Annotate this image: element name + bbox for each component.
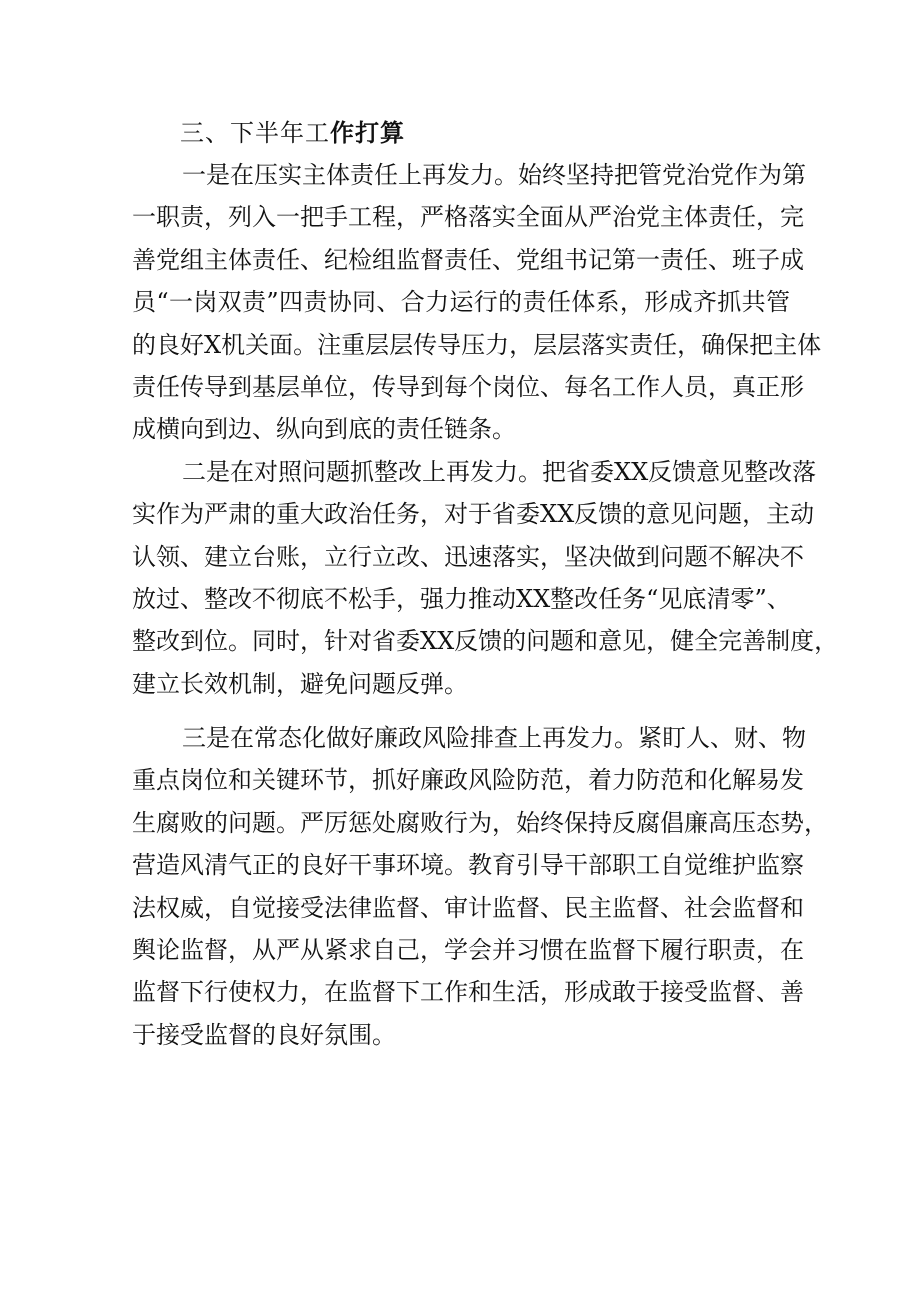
paragraph-line: 整改到位。同时，针对省委XX反馈的问题和意见，健全完善制度， [132,627,839,656]
document-body [132,112,839,1056]
paragraph-2 [132,451,839,705]
paragraph-line: 一职责，列入一把手工程，严格落实全面从严治党主体责任，完 [132,203,804,232]
paragraph-line: 员“一岗双责”四责协同、合力运行的责任体系，形成齐抓共管 [132,288,790,317]
paragraph-line: 的良好X机关面。注重层层传导压力，层层落实责任，确保把主体 [132,330,822,359]
paragraph-line: 一是在压实主体责任上再发力。始终坚持把管党治党作为第 [182,161,806,189]
paragraph-line: 重点岗位和关键环节，抓好廉政风险防范，着力防范和化解易发 [132,766,804,795]
paragraph-line: 认领、建立台账，立行立改、迅速落实，坚决做到问题不解决不 [132,542,804,571]
paragraph-line: 法权威，自觉接受法律监督、审计监督、民主监督、社会监督和 [132,893,804,922]
section-heading-bold: 作打算 [330,118,405,147]
paragraph-3 [132,717,828,1056]
section-heading-prefix: 三、下半年工 [180,119,330,147]
paragraph-line: 建立长效机制，避免问题反弹。 [132,669,468,698]
section-heading [132,112,790,154]
paragraph-gap [132,705,790,717]
paragraph-line: 善党组主体责任、纪检组监督责任、党组书记第一责任、班子成 [132,245,804,274]
paragraph-line: 实作为严肃的重大政治任务，对于省委XX反馈的意见问题，主动 [132,500,815,529]
paragraph-line: 二是在对照问题抓整改上再发力。把省委XX反馈意见整改落 [182,457,817,486]
paragraph-line: 生腐败的问题。严厉惩处腐败行为，始终保持反腐倡廉高压态势， [132,808,828,837]
paragraph-line: 放过、整改不彻底不松手，强力推动XX整改任务“见底清零”、 [132,584,791,613]
paragraph-line: 成横向到边、纵向到底的责任链条。 [132,415,516,444]
paragraph-line: 于接受监督的良好氛围。 [132,1020,396,1049]
paragraph-line: 舆论监督，从严从紧求自己，学会并习惯在监督下履行职责，在 [132,936,804,965]
paragraph-1 [132,154,822,451]
paragraph-line: 责任传导到基层单位，传导到每个岗位、每名工作人员，真正形 [132,372,804,401]
paragraph-line: 营造风清气正的良好干事环境。教育引导干部职工自觉维护监察 [132,851,804,880]
paragraph-line: 监督下行使权力，在监督下工作和生活，形成敢于接受监督、善 [132,978,804,1007]
paragraph-line: 三是在常态化做好廉政风险排查上再发力。紧盯人、财、物 [182,724,806,753]
